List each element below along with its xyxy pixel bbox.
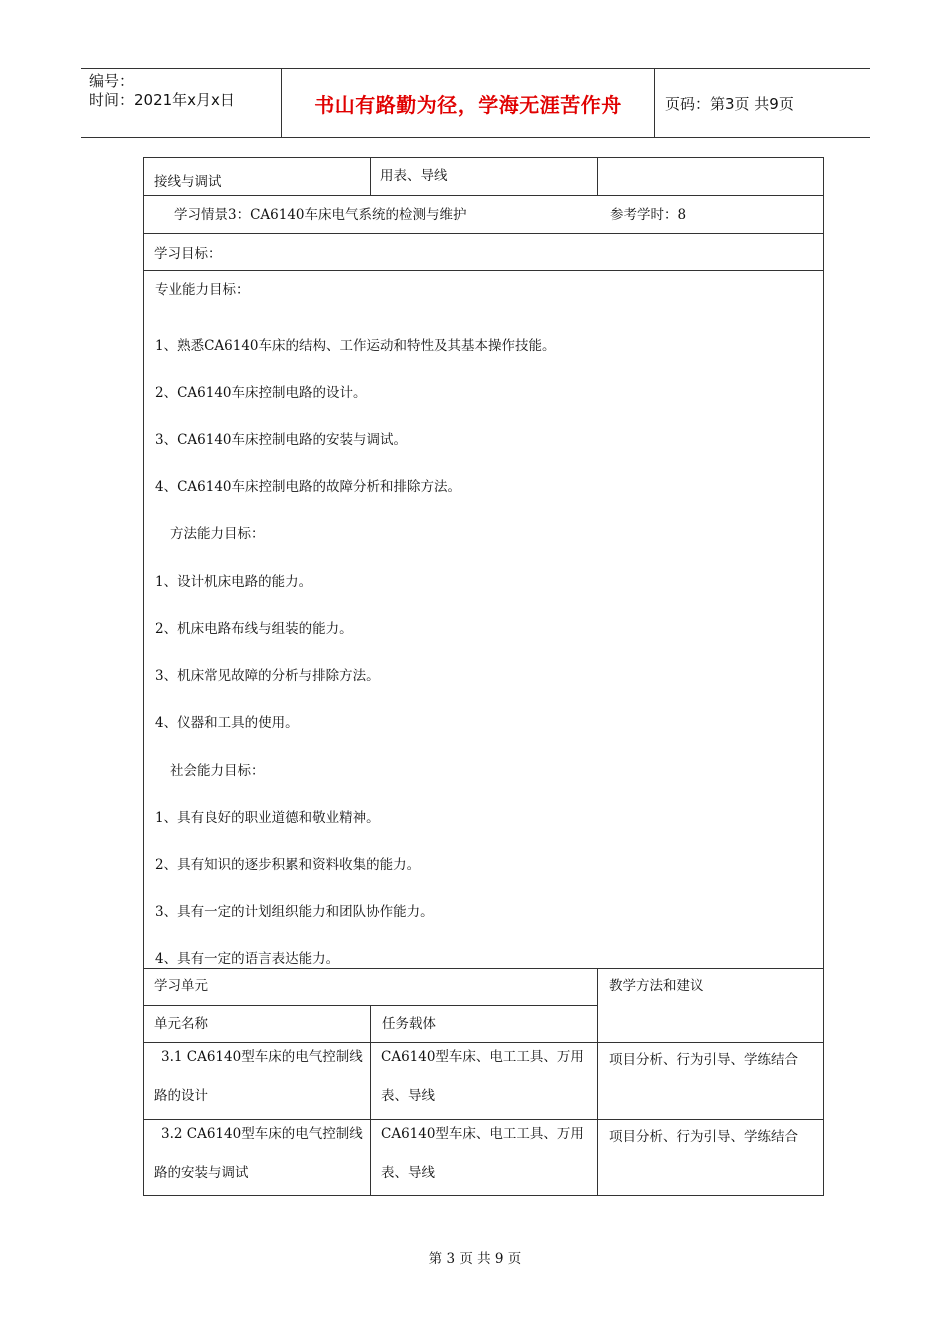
objectives-label: 学习目标：: [154, 246, 222, 262]
unit-carrier-cell: [371, 1120, 597, 1195]
list-item: 3、机床常见故障的分析与排除方法。: [155, 668, 380, 684]
list-item: 2、机床电路布线与组装的能力。: [155, 621, 353, 637]
list-item: 1、具有良好的职业道德和敬业精神。: [155, 810, 380, 826]
professional-title: 专业能力目标：: [155, 282, 250, 298]
name-header: 单元名称: [144, 1006, 371, 1042]
list-item: 4、仪器和工具的使用。: [155, 715, 299, 731]
unit-name-cell: [144, 1043, 371, 1119]
top-row-col1: 接线与调试: [144, 158, 371, 195]
method-cell: 项目分析、行为引导、学练结合: [609, 1129, 798, 1145]
time-label: 时间：2021年x月x日: [89, 91, 235, 109]
header-meta: [81, 69, 282, 137]
unit-name-line1: 3.1 CA6140型车床的电气控制线: [161, 1049, 363, 1065]
unit-name-cell: [144, 1120, 371, 1195]
list-item: 4、具有一定的语言表达能力。: [155, 951, 340, 967]
units-section: [144, 969, 823, 1195]
list-item: 1、熟悉CA6140车床的结构、工作运动和特性及其基本操作技能。: [155, 338, 556, 354]
top-row-col3: [598, 158, 823, 195]
list-item: 2、具有知识的逐步积累和资料收集的能力。: [155, 857, 421, 873]
carrier-header: 任务载体: [382, 1016, 436, 1032]
top-row-col2: 用表、导线: [371, 158, 598, 195]
method-cell: 项目分析、行为引导、学练结合: [598, 1043, 823, 1120]
unit-carrier-line2: 表、导线: [381, 1088, 435, 1104]
course-table: [143, 157, 824, 1196]
objectives-row: [144, 234, 823, 271]
methods-header: 教学方法和建议: [598, 969, 823, 1043]
list-item: 3、CA6140车床控制电路的安装与调试。: [155, 432, 408, 448]
header-page-info: 页码：第3页 共9页: [665, 94, 794, 113]
method-title: 方法能力目标：: [170, 526, 265, 542]
unit-header: 学习单元: [144, 969, 597, 1006]
unit-name-line2: 路的安装与调试: [154, 1165, 249, 1181]
unit-subheader-row: [144, 1006, 597, 1043]
unit-carrier-cell: [371, 1043, 597, 1119]
units-right: [598, 969, 823, 1195]
number-label: 编号：: [89, 72, 135, 90]
list-item: 4、CA6140车床控制电路的故障分析和排除方法。: [155, 479, 462, 495]
list-item: 1、设计机床电路的能力。: [155, 574, 313, 590]
table-row: [144, 1043, 597, 1120]
unit-carrier-line2: 表、导线: [381, 1165, 435, 1181]
header-motto: 书山有路勤为径，学海无涯苦作舟: [282, 69, 655, 137]
unit-carrier-line1: CA6140型车床、电工工具、万用: [381, 1126, 584, 1142]
page-header: [81, 68, 870, 138]
page-footer: 第 3 页 共 9 页: [428, 1251, 522, 1267]
unit-name-line1: 3.2 CA6140型车床的电气控制线: [161, 1126, 363, 1142]
social-title: 社会能力目标：: [170, 763, 265, 779]
table-row: [144, 1120, 597, 1195]
table-row: [144, 158, 823, 196]
goals-block: [144, 271, 823, 968]
situation-title: 学习情景3：CA6140车床电气系统的检测与维护: [174, 207, 467, 223]
units-left: [144, 969, 598, 1195]
list-item: 2、CA6140车床控制电路的设计。: [155, 385, 367, 401]
situation-hours: 参考学时：8: [610, 207, 687, 223]
unit-carrier-line1: CA6140型车床、电工工具、万用: [381, 1049, 584, 1065]
situation-row: [144, 196, 823, 234]
unit-name-line2: 路的设计: [154, 1088, 208, 1104]
list-item: 3、具有一定的计划组织能力和团队协作能力。: [155, 904, 434, 920]
goals-row: [144, 271, 823, 969]
